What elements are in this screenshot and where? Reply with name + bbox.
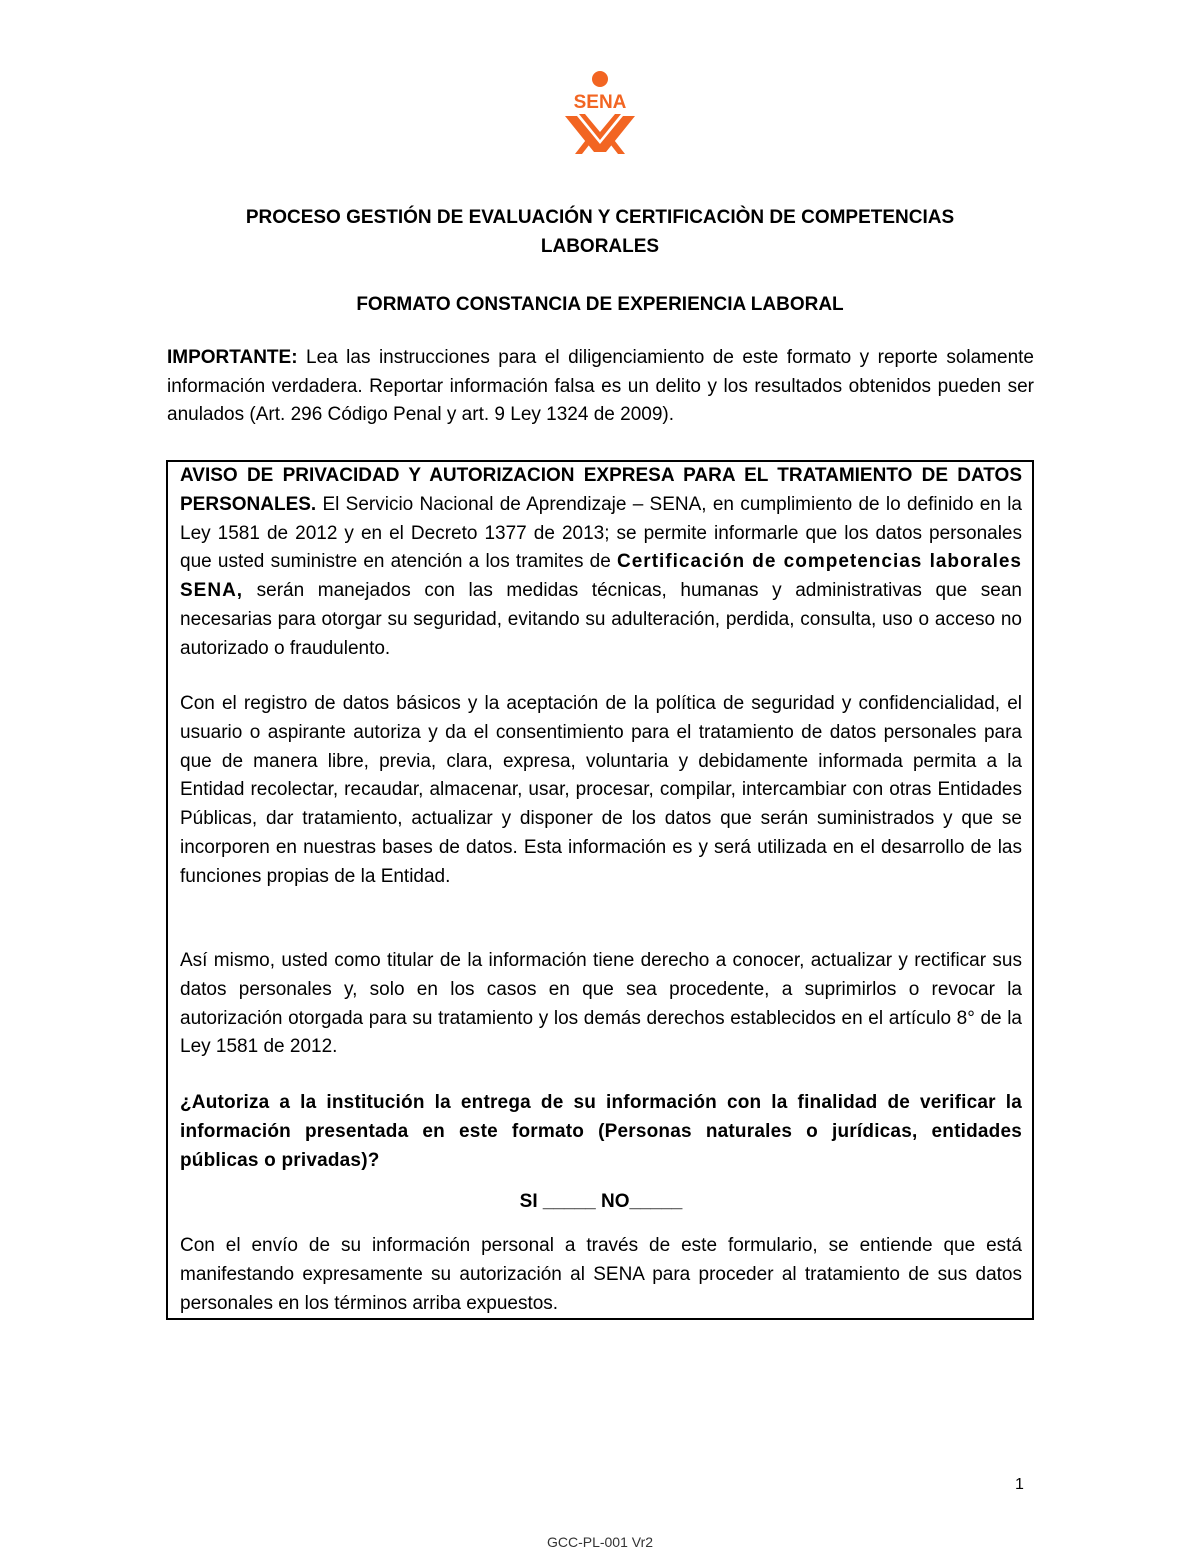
privacy-heading: AVISO DE PRIVACIDAD Y AUTORIZACION EXPRESA PARA EL TRATAMIENTO DE DATOS PERSONALES. [180,465,1022,515]
privacy-p1-bold: Certificación de competencias laborales SENA, [180,551,1022,602]
privacy-p1-text-a: El Servicio Nacional de Aprendizaje – SENA, en cumplimiento de lo definido en la Ley 1581 de 2012 y en el Decreto 1377 de 2013; se permite informarle que los datos personales que usted suministre en atención a los tramites de [180,493,1022,573]
important-label: IMPORTANTE: [167,347,298,368]
privacy-notice-box [166,460,1034,1320]
privacy-closing: Con el envío de su información personal a través de este formulario, se entiende que está manifestando expresamente su autorización al SENA para proceder al tratamiento de sus datos personales en los términos arriba expuestos. [180,1235,1022,1314]
footer-code: GCC-PL-001 Vr2 [546,1534,654,1550]
important-text: Lea las instrucciones para el diligenciamiento de este formato y reporte solamente información verdadera. Reportar información falsa es un delito y los resultados obtenidos pueden ser anulados (Art. 296 Código Penal y art. 9 Ley 1324 de 2009). [167,347,1034,425]
sena-logo-icon [555,70,645,156]
authorization-question: ¿Autoriza a la institución la entrega de su información con la finalidad de verificar la información presentada en este formato (Personas naturales o jurídicas, entidades públicas o privadas)? [180,1092,1022,1171]
document-title-line1: PROCESO GESTIÓN DE EVALUACIÓN Y CERTIFICACIÒN DE COMPETENCIAS [245,207,955,228]
si-no-field[interactable]: SI _____ NO_____ [519,1191,683,1212]
privacy-paragraph-2: Con el registro de datos básicos y la aceptación de la política de seguridad y confidencialidad, el usuario o aspirante autoriza y da el consentimiento para el tratamiento de datos personales para que de manera libre, previa, clara, expresa, voluntaria y debidamente informada permita a la Entidad recolectar, recaudar, almacenar, usar, procesar, compilar, intercambiar con otras Entidades Públicas, dar tratamiento, actualizar y disponer de los datos que serán suministrados y que se incorporen en nuestras bases de datos. Esta información es y será utilizada en el desarrollo de las funciones propias de la Entidad. [180,693,1022,887]
important-notice [167,344,1034,430]
privacy-p1-text-b: serán manejados con las medidas técnicas, humanas y administrativas que sean necesarias para otorgar su seguridad, evitando su adulteración, perdida, consulta, uso o acceso no autorizado o fraudulento. [180,580,1022,659]
privacy-paragraph-1 [180,462,1022,664]
page-number: 1 [1015,1476,1024,1493]
document-subtitle: FORMATO CONSTANCIA DE EXPERIENCIA LABORAL [356,294,844,315]
svg-text:SENA: SENA [573,92,627,113]
document-title-line2: LABORALES [540,236,660,257]
privacy-paragraph-3: Así mismo, usted como titular de la información tiene derecho a conocer, actualizar y rectificar sus datos personales y, solo en los casos en que sea procedente, a suprimirlos o revocar la autorización otorgada para su tratamiento y los demás derechos establecidos en el artículo 8° de la Ley 1581 de 2012. [180,950,1022,1058]
document-title [150,203,1050,261]
